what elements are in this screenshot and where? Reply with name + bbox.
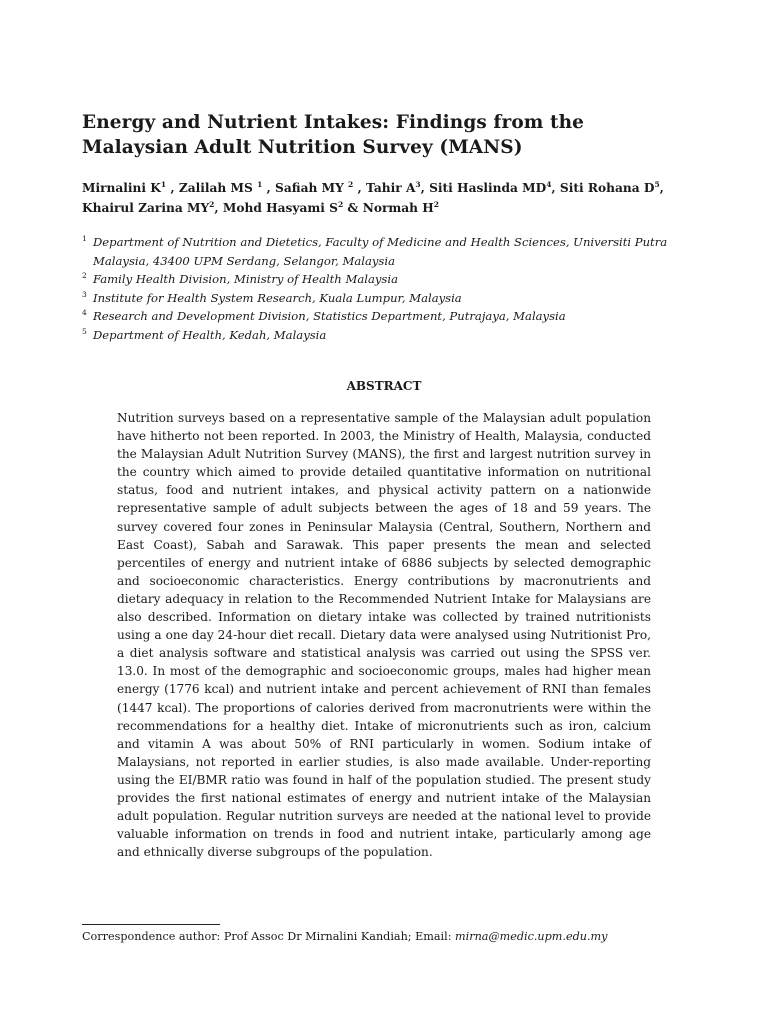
affiliation-list: [82, 233, 702, 345]
author: Normah $H^2$: [362, 199, 440, 215]
affiliation: 1 Department of Nutrition and Dietetics, Faculty of Medicine and Health Sciences, Universiti Putra Malaysia, 43400 UPM Serdang, Selangor, Malaysia: [82, 234, 668, 268]
footnote-label: Correspondence author: Prof Assoc Dr Mirnalini Kandiah; Email:: [82, 930, 456, 943]
correspondence-email: mirna@medic.upm.edu.my: [455, 930, 608, 943]
affiliation: 4 Research and Development Division, Statistics Department, Putrajaya, Malaysia: [82, 308, 566, 324]
author: Tahir $A^3$,: [365, 179, 430, 195]
affiliation: 5 Department of Health, Kedah, Malaysia: [82, 326, 327, 342]
paper-title: Energy and Nutrient Intakes: Findings from the Malaysian Adult Nutrition Survey (MANS): [82, 112, 585, 158]
author: Siti Rohana $D^5$,: [559, 179, 664, 195]
abstract-text: Nutrition surveys based on a representative sample of the Malaysian adult population have hitherto not been reported. In 2003, the Ministry of Health, Malaysia, conducted the Malaysian Adult Nutrition Survey (MANS), the first and largest nutrition survey in the country which aimed to provide detailed quantitative information on nutritional status, food and nutrient intakes, and physical activity pattern on a nationwide representative sample of adult subjects between the ages of 18 and 59 years. The survey covered four zones in Peninsular Malaysia (Central, Southern, Northern and East Coast), Sabah and Sarawak. This paper presents the mean and selected percentiles of energy and nutrient intake of 6886 subjects by selected demographic and socioeconomic characteristics. Energy contributions by macronutrients and dietary adequacy in relation to the Recommended Nutrient Intake for Malaysians are also described. Information on dietary intake was collected by trained nutritionists using a one day 24-hour diet recall. Dietary data were analysed using Nutritionist Pro, a diet analysis software and statistical analysis was carried out using the SPSS ver. 13.0. In most of the demographic and socioeconomic groups, males had higher mean energy (1776 kcal) and nutrient intake and percent achievement of RNI than females (1447 kcal). The proportions of calories derived from macronutrients were within the recommendations for a healthy diet. Intake of micronutrients such as iron, calcium and vitamin A was about 50% of RNI particularly in women. Sodium intake of Malaysians, not reported in earlier studies, is also made available. Under-reporting using the EI/BMR ratio was found in half of the population studied. The present study provides the first national estimates of energy and nutrient intake of the Malaysian adult population. Regular nutrition surveys are needed at the national level to provide valuable information on trends in food and nutrient intake, particularly among age and ethnically diverse subgroups of the population.: [117, 411, 651, 860]
affiliation: 3 Institute for Health System Research, Kuala Lumpur, Malaysia: [82, 289, 462, 305]
author: Siti Haslinda $MD^4$,: [429, 179, 560, 195]
author: Zalilah MS $^1$ ,: [178, 179, 276, 195]
author: Safiah MY $^2$ ,: [275, 179, 366, 195]
author: Mirnalini $K^1$ ,: [82, 179, 179, 195]
affiliation: 2 Family Health Division, Ministry of Health Malaysia: [82, 271, 398, 287]
footnote-divider: [82, 924, 220, 925]
author-list: [82, 178, 694, 218]
abstract-heading: ABSTRACT: [346, 379, 422, 393]
author: Mohd Hasyami $S^2$ &: [222, 199, 363, 215]
correspondence-footnote: [82, 929, 722, 945]
author: Khairul Zarina $MY^2$,: [82, 199, 223, 215]
